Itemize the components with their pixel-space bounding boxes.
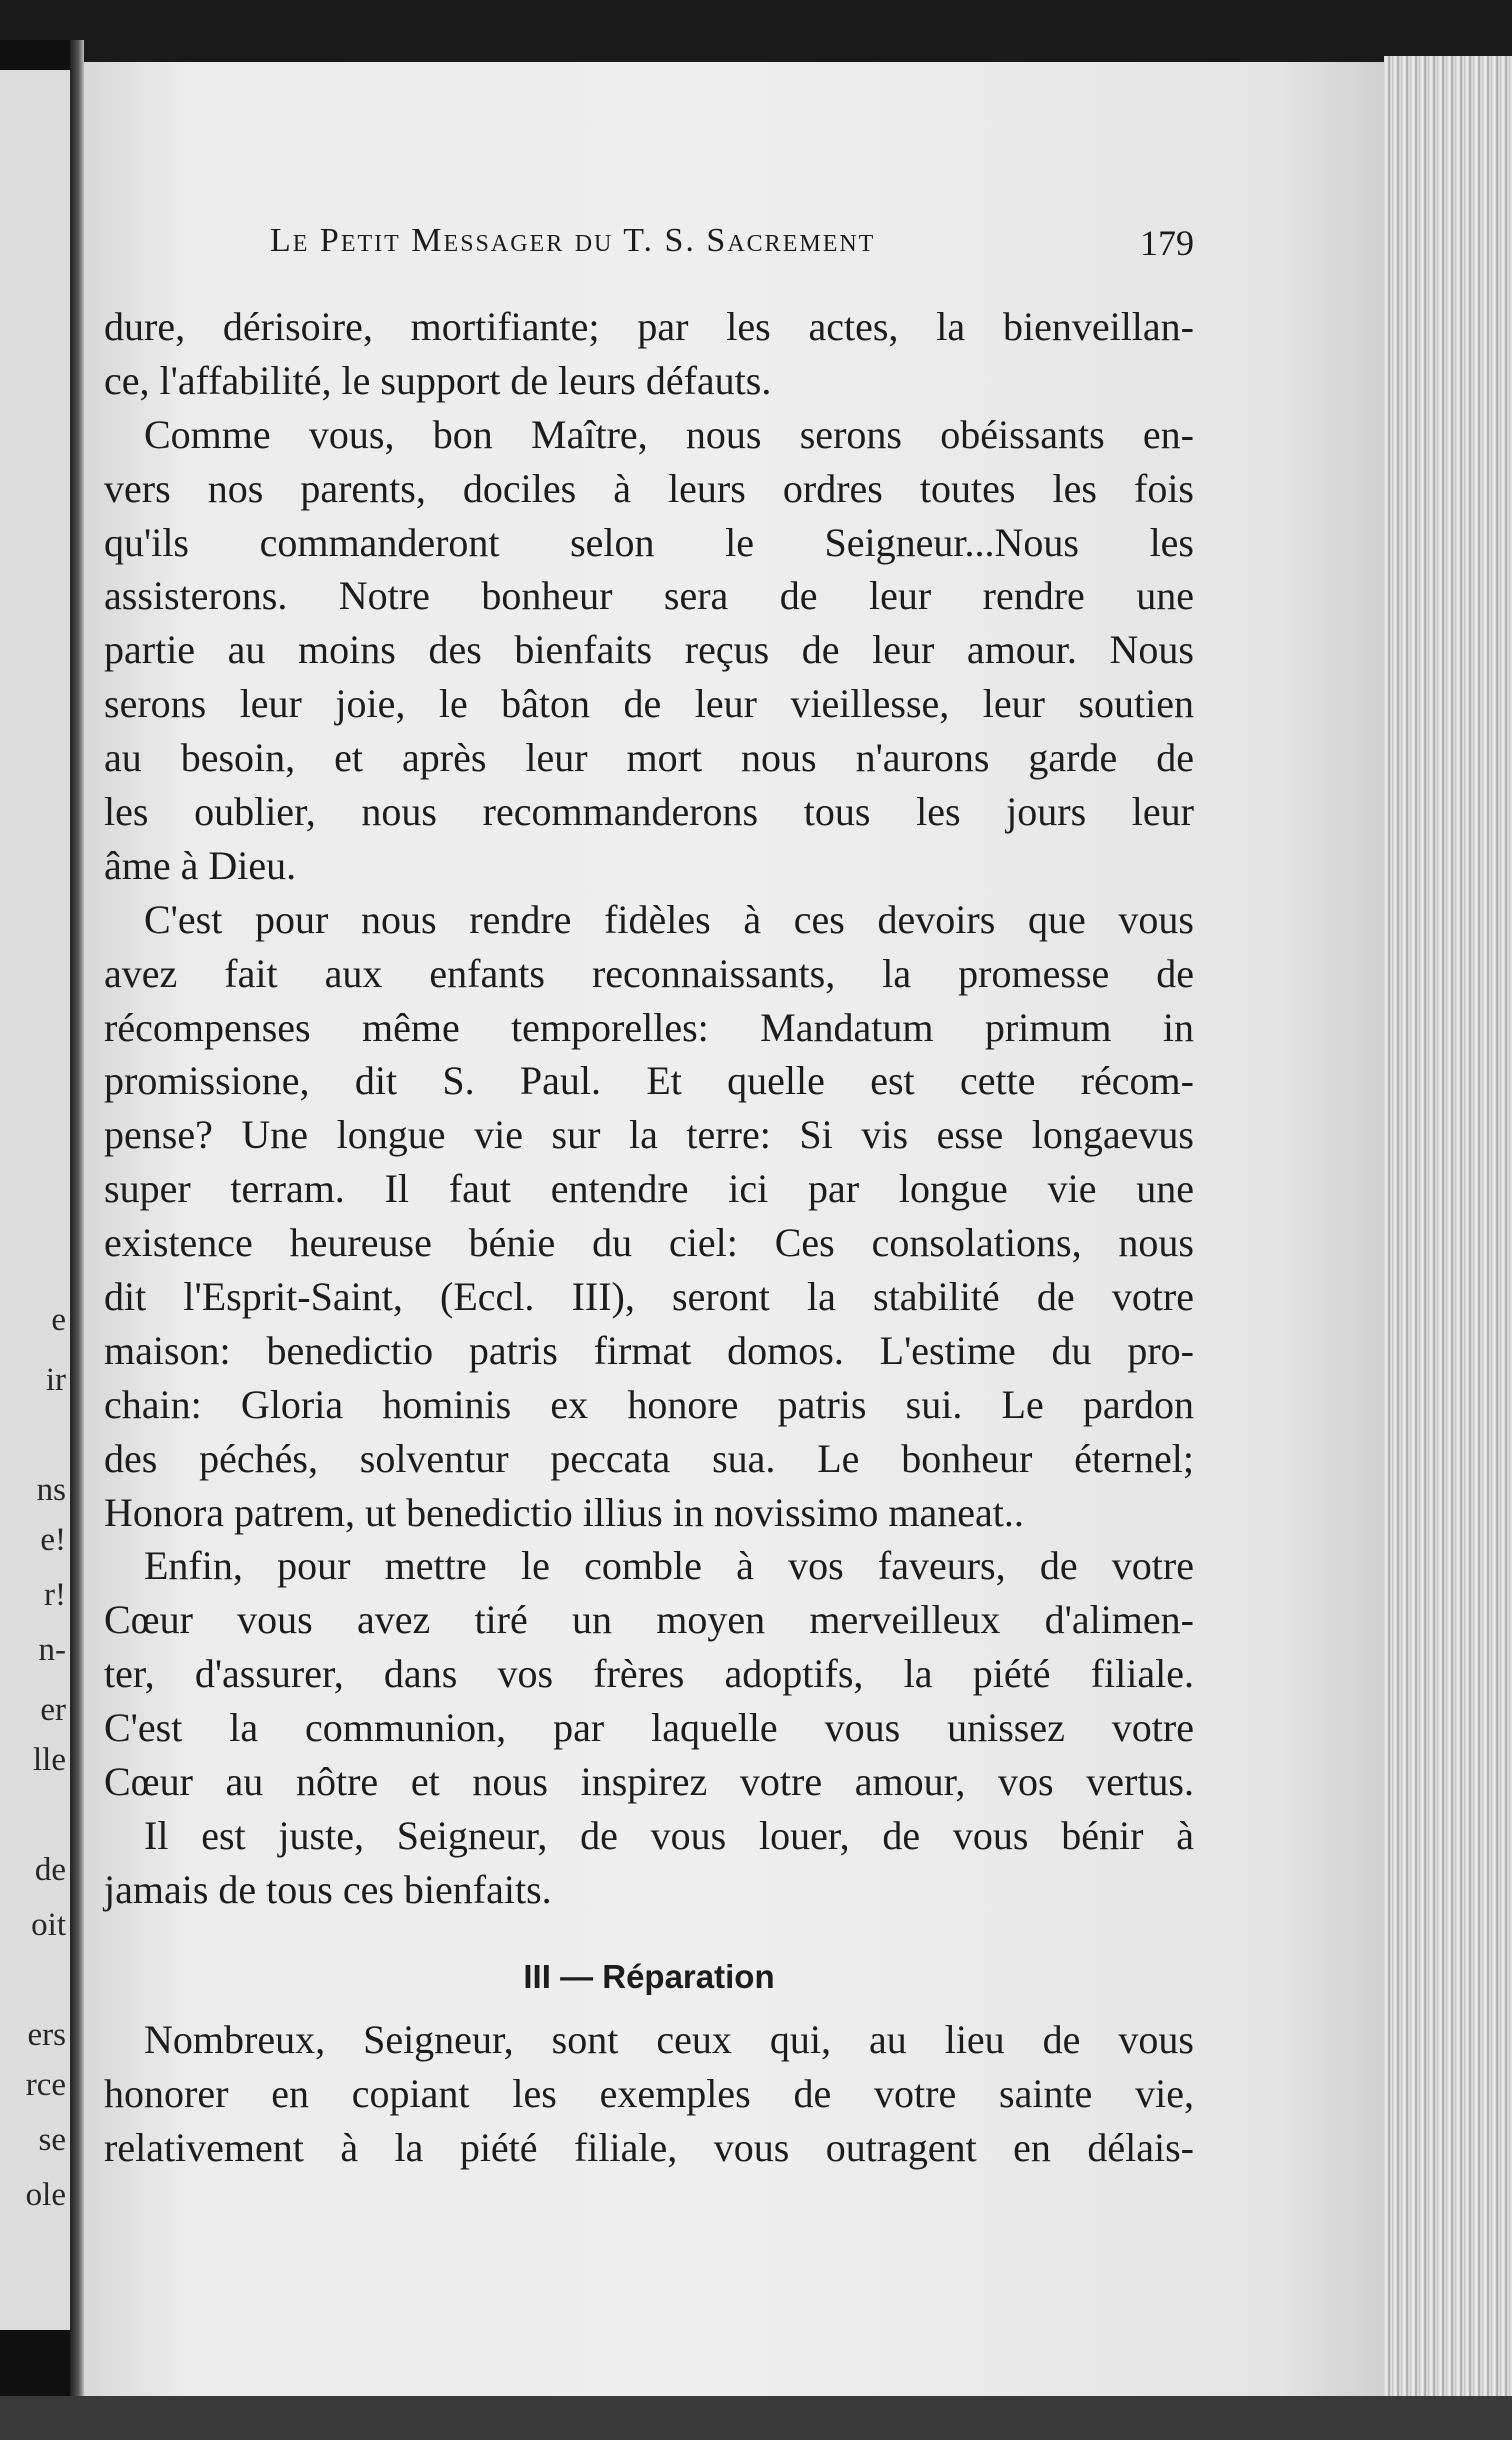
previous-page-fragment: r! bbox=[44, 1577, 66, 1613]
text-line: C'est la communion, par laquelle vous unissez votre bbox=[104, 1705, 1194, 1751]
text-line: Il est juste, Seigneur, de vous louer, de vous bénir à bbox=[144, 1812, 1194, 1858]
page-edges-stack bbox=[1384, 56, 1512, 2440]
text-line: C'est pour nous rendre fidèles à ces devoirs que vous bbox=[144, 896, 1194, 942]
text-line: avez fait aux enfants reconnaissants, la promesse de bbox=[104, 950, 1194, 996]
text-line: âme à Dieu. bbox=[104, 842, 297, 888]
text-line: Comme vous, bon Maître, nous serons obéissants en- bbox=[144, 411, 1194, 457]
text-line: qu'ils commanderont selon le Seigneur...Nous les bbox=[104, 519, 1194, 565]
text-line: ce, l'affabilité, le support de leurs défauts. bbox=[104, 357, 772, 403]
text-line: honorer en copiant les exemples de votre sainte vie, bbox=[104, 2070, 1194, 2116]
text-line: pense? Une longue vie sur la terre: Si vis esse longaevus bbox=[104, 1112, 1194, 1158]
text-line: promissione, dit S. Paul. Et quelle est cette récom- bbox=[104, 1058, 1194, 1104]
section-spacer bbox=[104, 1917, 1194, 1941]
previous-page-fragment: ns bbox=[36, 1472, 66, 1508]
text-line: Cœur au nôtre et nous inspirez votre amour, vos vertus. bbox=[104, 1759, 1194, 1805]
previous-page-fragment: ers bbox=[27, 2017, 66, 2053]
photo-top-border bbox=[0, 0, 1512, 64]
text-line: relativement à la piété filiale, vous outragent en délais- bbox=[104, 2124, 1194, 2170]
text-line: assisterons. Notre bonheur sera de leur rendre une bbox=[104, 573, 1194, 619]
text-line: récompenses même temporelles: Mandatum primum in bbox=[104, 1004, 1194, 1050]
previous-page-fragment: rce bbox=[25, 2067, 66, 2103]
previous-page-fragment: se bbox=[38, 2122, 66, 2158]
previous-page-fragment: lle bbox=[33, 1742, 66, 1778]
body-text bbox=[104, 300, 1194, 2174]
text-line: dure, dérisoire, mortifiante; par les actes, la bienveillan- bbox=[104, 304, 1194, 349]
previous-page-fragment: e bbox=[51, 1302, 66, 1338]
previous-page-fragment: er bbox=[40, 1692, 66, 1728]
text-line: Nombreux, Seigneur, sont ceux qui, au lieu de vous bbox=[144, 2016, 1194, 2062]
text-line: Honora patrem, ut benedictio illius in novissimo maneat.. bbox=[104, 1489, 1024, 1535]
text-line: jamais de tous ces bienfaits. bbox=[104, 1866, 552, 1912]
text-line: ter, d'assurer, dans vos frères adoptifs, la piété filiale. bbox=[104, 1651, 1194, 1697]
text-line: existence heureuse bénie du ciel: Ces consolations, nous bbox=[104, 1220, 1194, 1266]
text-line: au besoin, et après leur mort nous n'aurons garde de bbox=[104, 735, 1194, 781]
text-line: les oublier, nous recommanderons tous les jours leur bbox=[104, 789, 1194, 835]
previous-page-fragment: ir bbox=[45, 1362, 66, 1398]
previous-page-fragment: n- bbox=[38, 1632, 66, 1668]
text-line: partie au moins des bienfaits reçus de leur amour. Nous bbox=[104, 627, 1194, 673]
previous-page-fragment: de bbox=[34, 1852, 66, 1888]
text-line: Enfin, pour mettre le comble à vos faveurs, de votre bbox=[144, 1543, 1194, 1589]
section-heading: III — Réparation bbox=[523, 1957, 775, 1995]
previous-page-fragment: e! bbox=[40, 1522, 66, 1558]
text-line: vers nos parents, dociles à leurs ordres toutes les fois bbox=[104, 465, 1194, 511]
running-head: Le Petit Messager du T. S. Sacrement bbox=[270, 222, 876, 259]
text-line: super terram. Il faut entendre ici par longue vie une bbox=[104, 1166, 1194, 1212]
text-line: serons leur joie, le bâton de leur vieillesse, leur soutien bbox=[104, 681, 1194, 727]
previous-page-fragment: ole bbox=[25, 2177, 66, 2213]
text-line: dit l'Esprit-Saint, (Eccl. III), seront la stabilité de votre bbox=[104, 1274, 1194, 1320]
previous-page-fragment: oit bbox=[31, 1907, 66, 1943]
text-line: maison: benedictio patris firmat domos. L'estime du pro- bbox=[104, 1327, 1194, 1373]
text-line: Cœur vous avez tiré un moyen merveilleux d'alimen- bbox=[104, 1597, 1194, 1643]
text-line: des péchés, solventur peccata sua. Le bonheur éternel; bbox=[104, 1435, 1194, 1481]
book-gutter bbox=[70, 40, 84, 2440]
photo-bottom-border bbox=[0, 2396, 1512, 2440]
page-number: 179 bbox=[1140, 223, 1194, 263]
previous-page-edge bbox=[0, 70, 70, 2330]
text-line: chain: Gloria hominis ex honore patris sui. Le pardon bbox=[104, 1381, 1194, 1427]
